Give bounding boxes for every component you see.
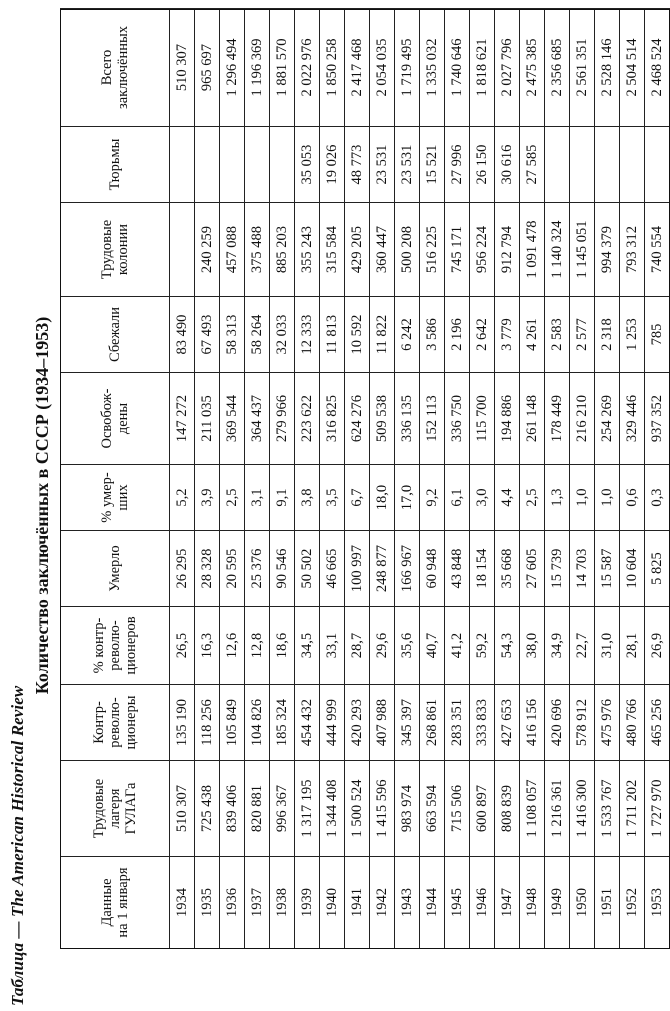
table-cell: 11 822 bbox=[370, 297, 395, 373]
table-cell: 27 996 bbox=[445, 127, 470, 203]
table-cell: 1 818 621 bbox=[470, 9, 495, 127]
table-cell: 956 224 bbox=[470, 203, 495, 297]
table-cell: 4,4 bbox=[495, 465, 520, 531]
table-caption: Таблица — The American Historical Review bbox=[8, 685, 27, 1006]
table-cell: 912 794 bbox=[495, 203, 520, 297]
table-cell: 18,0 bbox=[370, 465, 395, 531]
table-cell: 23 531 bbox=[395, 127, 420, 203]
table-cell: 1 711 202 bbox=[620, 761, 645, 857]
table-cell: 420 696 bbox=[545, 685, 570, 761]
table-cell: 185 324 bbox=[270, 685, 295, 761]
table-cell: 3,9 bbox=[195, 465, 220, 531]
table-cell: 16,3 bbox=[195, 607, 220, 685]
table-cell: 465 256 bbox=[645, 685, 670, 761]
table-cell: 12,6 bbox=[220, 607, 245, 685]
table-row bbox=[220, 9, 245, 949]
year-cell: 1953 bbox=[645, 857, 670, 949]
table-body bbox=[170, 9, 670, 949]
table-cell: 715 506 bbox=[445, 761, 470, 857]
table-cell: 3,5 bbox=[320, 465, 345, 531]
table-cell: 100 997 bbox=[345, 531, 370, 607]
table-cell: 740 554 bbox=[645, 203, 670, 297]
year-cell: 1949 bbox=[545, 857, 570, 949]
table-cell: 2 022 976 bbox=[295, 9, 320, 127]
table-cell: 820 881 bbox=[245, 761, 270, 857]
table-row bbox=[570, 9, 595, 949]
table-cell: 316 825 bbox=[320, 373, 345, 465]
table-cell: 725 438 bbox=[195, 761, 220, 857]
table-cell: 454 432 bbox=[295, 685, 320, 761]
table-cell: 375 488 bbox=[245, 203, 270, 297]
table-cell: 60 948 bbox=[420, 531, 445, 607]
table-cell: 211 035 bbox=[195, 373, 220, 465]
year-cell: 1950 bbox=[570, 857, 595, 949]
table-cell: 355 243 bbox=[295, 203, 320, 297]
table-cell: 1 196 369 bbox=[245, 9, 270, 127]
table-cell: 2 561 351 bbox=[570, 9, 595, 127]
table-cell: 31,0 bbox=[595, 607, 620, 685]
year-cell: 1944 bbox=[420, 857, 445, 949]
table-cell: 58 264 bbox=[245, 297, 270, 373]
table-cell: 67 493 bbox=[195, 297, 220, 373]
header-row bbox=[61, 9, 170, 949]
table-cell: 9,1 bbox=[270, 465, 295, 531]
table-cell: 360 447 bbox=[370, 203, 395, 297]
table-cell: 26 150 bbox=[470, 127, 495, 203]
table-cell: 5,2 bbox=[170, 465, 195, 531]
table-cell: 15 739 bbox=[545, 531, 570, 607]
table-row bbox=[645, 9, 670, 949]
table-row bbox=[295, 9, 320, 949]
col-header-escaped: Сбежали bbox=[61, 297, 170, 373]
table-cell: 261 148 bbox=[520, 373, 545, 465]
col-header-total: Всего заключённых bbox=[61, 9, 170, 127]
table-cell: 624 276 bbox=[345, 373, 370, 465]
table-cell: 33,1 bbox=[320, 607, 345, 685]
table-cell: 808 839 bbox=[495, 761, 520, 857]
table-cell: 22,7 bbox=[570, 607, 595, 685]
table-cell: 29,6 bbox=[370, 607, 395, 685]
table-cell: 268 861 bbox=[420, 685, 445, 761]
table-cell: 1 091 478 bbox=[520, 203, 545, 297]
table-cell: 329 446 bbox=[620, 373, 645, 465]
table-cell: 1,0 bbox=[595, 465, 620, 531]
table-cell: 3 779 bbox=[495, 297, 520, 373]
table-cell: 407 988 bbox=[370, 685, 395, 761]
table-cell: 26,5 bbox=[170, 607, 195, 685]
table-cell: 35 668 bbox=[495, 531, 520, 607]
table-cell: 166 967 bbox=[395, 531, 420, 607]
table-cell: 1 140 324 bbox=[545, 203, 570, 297]
table-cell: 6,1 bbox=[445, 465, 470, 531]
year-cell: 1941 bbox=[345, 857, 370, 949]
table-cell: 2 583 bbox=[545, 297, 570, 373]
table-cell: 248 877 bbox=[370, 531, 395, 607]
table-cell: 600 897 bbox=[470, 761, 495, 857]
table-cell: 27 605 bbox=[520, 531, 545, 607]
table-cell: 1 415 596 bbox=[370, 761, 395, 857]
table-cell: 1 296 494 bbox=[220, 9, 245, 127]
col-header-counterrevolutionaries: Контр- револю- ционеры bbox=[61, 685, 170, 761]
table-cell: 12 333 bbox=[295, 297, 320, 373]
table-cell: 6,7 bbox=[345, 465, 370, 531]
year-cell: 1952 bbox=[620, 857, 645, 949]
table-cell: 28,1 bbox=[620, 607, 645, 685]
table-cell: 1 500 524 bbox=[345, 761, 370, 857]
table-cell: 10 592 bbox=[345, 297, 370, 373]
table-cell: 15 521 bbox=[420, 127, 445, 203]
table-cell: 996 367 bbox=[270, 761, 295, 857]
table-cell: 457 088 bbox=[220, 203, 245, 297]
table-cell: 427 653 bbox=[495, 685, 520, 761]
table-cell: 6 242 bbox=[395, 297, 420, 373]
table-cell: 336 135 bbox=[395, 373, 420, 465]
table-cell: 10 604 bbox=[620, 531, 645, 607]
table-title: Количество заключённых в СССР (1934–1953) bbox=[32, 316, 52, 695]
table-row bbox=[495, 9, 520, 949]
table-cell: 12,8 bbox=[245, 607, 270, 685]
table-cell: 4 261 bbox=[520, 297, 545, 373]
col-header-gulag-camps: Трудовые лагеря ГУЛАГа bbox=[61, 761, 170, 857]
col-header-counterrev-percent: % контр- револю- ционеров bbox=[61, 607, 170, 685]
table-cell: 663 594 bbox=[420, 761, 445, 857]
table-cell bbox=[645, 127, 670, 203]
table-cell: 2 318 bbox=[595, 297, 620, 373]
table-cell: 1 533 767 bbox=[595, 761, 620, 857]
col-header-died: Умерло bbox=[61, 531, 170, 607]
table-cell: 2 528 146 bbox=[595, 9, 620, 127]
table-cell: 27 585 bbox=[520, 127, 545, 203]
table-cell: 11 813 bbox=[320, 297, 345, 373]
table-cell: 475 976 bbox=[595, 685, 620, 761]
table-cell: 105 849 bbox=[220, 685, 245, 761]
table-cell: 1 850 258 bbox=[320, 9, 345, 127]
table-cell: 59,2 bbox=[470, 607, 495, 685]
table-cell: 510 307 bbox=[170, 761, 195, 857]
table-row bbox=[545, 9, 570, 949]
table-cell: 416 156 bbox=[520, 685, 545, 761]
table-cell bbox=[270, 127, 295, 203]
table-row bbox=[595, 9, 620, 949]
year-cell: 1934 bbox=[170, 857, 195, 949]
table-cell: 578 912 bbox=[570, 685, 595, 761]
table-cell: 1 335 032 bbox=[420, 9, 445, 127]
table-cell: 9,2 bbox=[420, 465, 445, 531]
table-cell: 333 833 bbox=[470, 685, 495, 761]
table-cell: 50 502 bbox=[295, 531, 320, 607]
table-cell: 2 356 685 bbox=[545, 9, 570, 127]
table-cell bbox=[245, 127, 270, 203]
table-cell: 420 293 bbox=[345, 685, 370, 761]
table-cell: 2 417 468 bbox=[345, 9, 370, 127]
prisoners-table bbox=[60, 8, 670, 949]
table-cell: 2 642 bbox=[470, 297, 495, 373]
table-cell: 32 033 bbox=[270, 297, 295, 373]
table-cell: 364 437 bbox=[245, 373, 270, 465]
table-cell: 147 272 bbox=[170, 373, 195, 465]
table-cell: 83 490 bbox=[170, 297, 195, 373]
table-cell: 54,3 bbox=[495, 607, 520, 685]
table-cell: 2 196 bbox=[445, 297, 470, 373]
table-row bbox=[420, 9, 445, 949]
table-cell: 336 750 bbox=[445, 373, 470, 465]
table-row bbox=[445, 9, 470, 949]
table-cell: 38,0 bbox=[520, 607, 545, 685]
table-cell: 1 719 495 bbox=[395, 9, 420, 127]
table-cell: 23 531 bbox=[370, 127, 395, 203]
table-row bbox=[520, 9, 545, 949]
table-cell: 5 825 bbox=[645, 531, 670, 607]
table-cell: 509 538 bbox=[370, 373, 395, 465]
table-cell: 90 546 bbox=[270, 531, 295, 607]
table-cell: 18 154 bbox=[470, 531, 495, 607]
year-cell: 1945 bbox=[445, 857, 470, 949]
table-cell: 2 027 796 bbox=[495, 9, 520, 127]
table-cell: 14 703 bbox=[570, 531, 595, 607]
table-cell bbox=[570, 127, 595, 203]
year-cell: 1951 bbox=[595, 857, 620, 949]
table-row bbox=[320, 9, 345, 949]
col-header-prisons: Тюрьмы bbox=[61, 127, 170, 203]
table-cell: 1 416 300 bbox=[570, 761, 595, 857]
table-cell: 369 544 bbox=[220, 373, 245, 465]
table-cell: 1 145 051 bbox=[570, 203, 595, 297]
table-cell: 444 999 bbox=[320, 685, 345, 761]
year-cell: 1948 bbox=[520, 857, 545, 949]
year-cell: 1936 bbox=[220, 857, 245, 949]
table-cell: 2,5 bbox=[520, 465, 545, 531]
table-cell: 1 881 570 bbox=[270, 9, 295, 127]
table-cell: 2 475 385 bbox=[520, 9, 545, 127]
table-cell: 20 595 bbox=[220, 531, 245, 607]
table-cell: 745 171 bbox=[445, 203, 470, 297]
table-cell: 0,3 bbox=[645, 465, 670, 531]
table-cell: 785 bbox=[645, 297, 670, 373]
table-cell bbox=[195, 127, 220, 203]
table-cell: 345 397 bbox=[395, 685, 420, 761]
table-row bbox=[370, 9, 395, 949]
table-cell: 937 352 bbox=[645, 373, 670, 465]
table-cell: 18,6 bbox=[270, 607, 295, 685]
table-cell bbox=[220, 127, 245, 203]
table-cell: 254 269 bbox=[595, 373, 620, 465]
table-cell: 1,0 bbox=[570, 465, 595, 531]
year-cell: 1942 bbox=[370, 857, 395, 949]
table-cell: 118 256 bbox=[195, 685, 220, 761]
table-cell: 135 190 bbox=[170, 685, 195, 761]
table-row bbox=[395, 9, 420, 949]
year-cell: 1935 bbox=[195, 857, 220, 949]
table-cell: 2 504 514 bbox=[620, 9, 645, 127]
table-row bbox=[195, 9, 220, 949]
table-cell: 3,0 bbox=[470, 465, 495, 531]
table-cell: 40,7 bbox=[420, 607, 445, 685]
table-cell: 46 665 bbox=[320, 531, 345, 607]
table-cell: 279 966 bbox=[270, 373, 295, 465]
table-cell: 223 622 bbox=[295, 373, 320, 465]
table-cell: 152 113 bbox=[420, 373, 445, 465]
table-cell: 480 766 bbox=[620, 685, 645, 761]
table-cell: 0,6 bbox=[620, 465, 645, 531]
table-cell: 240 259 bbox=[195, 203, 220, 297]
table-cell: 1 216 361 bbox=[545, 761, 570, 857]
table-cell: 15 587 bbox=[595, 531, 620, 607]
year-cell: 1938 bbox=[270, 857, 295, 949]
table-row bbox=[245, 9, 270, 949]
year-cell: 1947 bbox=[495, 857, 520, 949]
table-cell: 28 328 bbox=[195, 531, 220, 607]
table-cell bbox=[620, 127, 645, 203]
table-cell: 25 376 bbox=[245, 531, 270, 607]
table-cell: 516 225 bbox=[420, 203, 445, 297]
year-cell: 1940 bbox=[320, 857, 345, 949]
table-cell bbox=[170, 127, 195, 203]
table-cell: 30 616 bbox=[495, 127, 520, 203]
table-cell: 2 577 bbox=[570, 297, 595, 373]
table-cell bbox=[595, 127, 620, 203]
table-cell: 48 773 bbox=[345, 127, 370, 203]
table-cell: 26,9 bbox=[645, 607, 670, 685]
table-cell: 1 317 195 bbox=[295, 761, 320, 857]
table-cell bbox=[170, 203, 195, 297]
table-cell: 315 584 bbox=[320, 203, 345, 297]
table-cell bbox=[545, 127, 570, 203]
table-cell: 1 344 408 bbox=[320, 761, 345, 857]
table-cell: 115 700 bbox=[470, 373, 495, 465]
table-cell: 19 026 bbox=[320, 127, 345, 203]
table-cell: 35,6 bbox=[395, 607, 420, 685]
col-header-year: Данные на 1 января bbox=[61, 857, 170, 949]
year-cell: 1943 bbox=[395, 857, 420, 949]
table-cell: 104 826 bbox=[245, 685, 270, 761]
table-cell: 26 295 bbox=[170, 531, 195, 607]
year-cell: 1937 bbox=[245, 857, 270, 949]
table-cell: 216 210 bbox=[570, 373, 595, 465]
table-cell: 1 253 bbox=[620, 297, 645, 373]
table-cell: 839 406 bbox=[220, 761, 245, 857]
table-row bbox=[470, 9, 495, 949]
table-row bbox=[345, 9, 370, 949]
table-cell: 429 205 bbox=[345, 203, 370, 297]
table-cell: 2 054 035 bbox=[370, 9, 395, 127]
table-cell: 43 848 bbox=[445, 531, 470, 607]
table-row bbox=[620, 9, 645, 949]
table-cell: 983 974 bbox=[395, 761, 420, 857]
table-cell: 3 586 bbox=[420, 297, 445, 373]
table-row bbox=[270, 9, 295, 949]
table-cell: 2,5 bbox=[220, 465, 245, 531]
table-cell: 1 740 646 bbox=[445, 9, 470, 127]
col-header-labor-colonies: Трудовые колонии bbox=[61, 203, 170, 297]
table-cell: 1 108 057 bbox=[520, 761, 545, 857]
table-cell: 885 203 bbox=[270, 203, 295, 297]
table-cell: 34,9 bbox=[545, 607, 570, 685]
table-cell: 178 449 bbox=[545, 373, 570, 465]
table-cell: 1 727 970 bbox=[645, 761, 670, 857]
table-cell: 28,7 bbox=[345, 607, 370, 685]
year-cell: 1946 bbox=[470, 857, 495, 949]
table-cell: 17,0 bbox=[395, 465, 420, 531]
col-header-released: Освобож- дены bbox=[61, 373, 170, 465]
table-cell: 965 697 bbox=[195, 9, 220, 127]
table-cell: 3,8 bbox=[295, 465, 320, 531]
year-cell: 1939 bbox=[295, 857, 320, 949]
table-cell: 35 053 bbox=[295, 127, 320, 203]
table-cell: 793 312 bbox=[620, 203, 645, 297]
table-cell: 283 351 bbox=[445, 685, 470, 761]
table-cell: 994 379 bbox=[595, 203, 620, 297]
table-cell: 1,3 bbox=[545, 465, 570, 531]
table-cell: 41,2 bbox=[445, 607, 470, 685]
table-cell: 34,5 bbox=[295, 607, 320, 685]
table-cell: 510 307 bbox=[170, 9, 195, 127]
table-row bbox=[170, 9, 195, 949]
table-cell: 500 208 bbox=[395, 203, 420, 297]
table-cell: 58 313 bbox=[220, 297, 245, 373]
table-cell: 3,1 bbox=[245, 465, 270, 531]
table-cell: 194 886 bbox=[495, 373, 520, 465]
col-header-died-percent: % умер- ших bbox=[61, 465, 170, 531]
table-cell: 2 468 524 bbox=[645, 9, 670, 127]
